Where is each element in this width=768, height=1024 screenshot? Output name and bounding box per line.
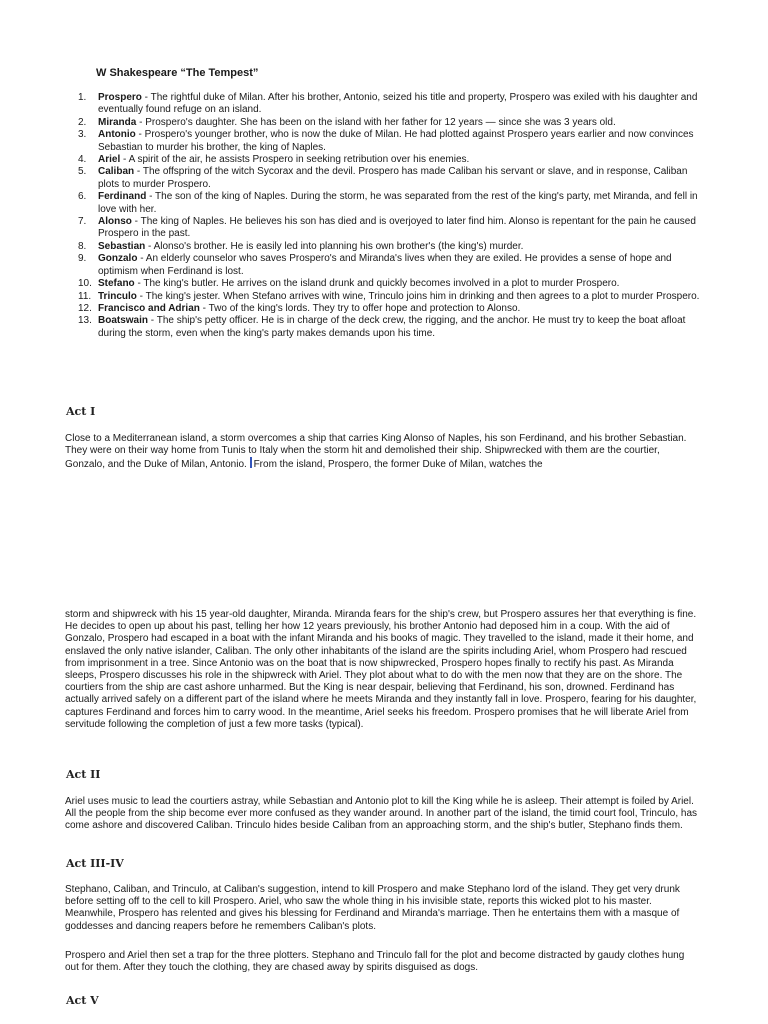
list-item: 8. Sebastian - Alonso's brother. He is easily led into planning his own brother's (the king's) murder. [78,240,524,252]
character-name: Sebastian [98,240,146,252]
list-item: 13. Boatswain - The ship's petty officer. He is in charge of the deck crew, the rigging, and the anchor. He must try to keep the boat afloat during the storm, even when the king's party makes demands upon his time. [78,315,686,339]
act-3-4-paragraph-2: Prospero and Ariel then set a trap for the three plotters. Stephano and Trinculo fall for the plot and become distracted by gaudy clothes hung out for them. After they touch the clothing, they are chased away by spirits disguised as dogs. [65,950,685,974]
character-description: - An elderly counselor who saves Prospero's and Miranda's lives when they are exiled. He provides a sense of hope and optimism when Ferdinand is lost. [98,253,672,277]
character-description: - The rightful duke of Milan. After his brother, Antonio, seized his title and property, Prospero was exiled with his daughter and eventually found refuge on an island. [98,92,698,116]
character-description: - The offspring of the witch Sycorax and the devil. Prospero has made Caliban his servant or slave, and in response, Caliban plots to murder Prospero. [98,166,688,190]
character-description: - The ship's petty officer. He is in charge of the deck crew, the rigging, and the anchor. He must try to keep the boat afloat during the storm, even when the king's party makes demands upon his time. [98,315,686,339]
character-name: Boatswain [98,315,149,327]
list-item: 7. Alonso - The king of Naples. He believes his son has died and is overjoyed to later find him. Alonso is repentant for the pain he caused Prospero in the past. [78,216,696,240]
character-description: - The king's butler. He arrives on the island drunk and quickly becomes involved in a plot to murder Prospero. [134,278,620,290]
character-description: - The king of Naples. He believes his son has died and is overjoyed to later find him. Alonso is repentant for the pain he caused Prospero in the past. [98,216,696,240]
list-item: 6. Ferdinand - The son of the king of Naples. During the storm, he was separated from the rest of the king's party, met Miranda, and fell in love with her. [78,191,698,215]
act-3-4-paragraph-1: Stephano, Caliban, and Trinculo, at Caliban's suggestion, intend to kill Prospero and make Stephano lord of the island. They get very drunk before setting off to the cell to kill Prospero. Ariel, who saw the whole thing in his invisible state, reports this wicked plot to his master. Meanwhile, Prospero has relented and gives his blessing for Ferdinand and Miranda's marriage. Then he entertains them with a masque of goddesses and dancing reapers before he remembers Caliban's plots. [65,884,680,932]
character-name: Francisco and Adrian [98,302,200,314]
act-2-paragraph: Ariel uses music to lead the courtiers astray, while Sebastian and Antonio plot to kill the King while he is asleep. Their attempt is foiled by Ariel. All the people from the ship become ever more confused as they wander around. In another part of the island, the timid court fool, Trinculo, has come ashore and discovered Caliban. Trinculo hides beside Caliban from an approaching storm, and the ship's butler, Stephano finds them. [65,796,698,832]
list-item: 2. Miranda - Prospero's daughter. She has been on the island with her father for 12 years — since she was 3 years old. [78,116,616,128]
act-3-4-heading: Act III-IV [66,857,124,870]
list-item: 1. Prospero - The rightful duke of Milan. After his brother, Antonio, seized his title and property, Prospero was exiled with his daughter and eventually found refuge on an island. [78,92,698,116]
character-name: Miranda [98,116,137,128]
character-name: Alonso [98,216,132,228]
list-item: 10. Stefano - The king's butler. He arrives on the island drunk and quickly becomes involved in a plot to murder Prospero. [78,278,620,290]
character-description: - The king's jester. When Stefano arrives with wine, Trinculo joins him in drinking and then agrees to a plot to murder Prospero. [136,290,700,302]
list-item: 3. Antonio - Prospero's younger brother, who is now the duke of Milan. He had plotted against Prospero years earlier and now convinces Sebastian to murder his brother, the king of Naples. [78,129,694,153]
character-name: Antonio [98,129,136,141]
document-title: W Shakespeare “The Tempest” [96,67,259,79]
list-item: 4. Ariel - A spirit of the air, he assists Prospero in seeking retribution over his enemies. [78,154,470,166]
character-description: - Prospero's daughter. She has been on the island with her father for 12 years — since she was 3 years old. [136,116,616,128]
act-1-paragraph-2: storm and shipwreck with his 15 year-old daughter, Miranda. Miranda fears for the ship's crew, but Prospero assures her that everything is fine. He decides to open up about his past, telling her how 12 years previously, his brother Antonio had deposed him in a coup. With the aid of Gonzalo, Prospero had escaped in a boat with the infant Miranda and his books of magic. They travelled to the island, made it their home, and enslaved the only native islander, Caliban. The only other inhabitants of the island are the spirits including Ariel, whom Prospero had rescued from imprisonment in a tree. Since Antonio was on the boat that is now shipwrecked, Prospero hopes finally to rectify his past. As Miranda sleeps, Prospero discusses his role in the shipwreck with Ariel. They plot about what to do with the men now that they are on the shore. The courtiers from the ship are cast ashore unharmed. But the King is near despair, believing that Ferdinand, his son, drowned. Ferdinand has actually arrived safely on a different part of the island where he meets Miranda and they instantly fall in love. Prospero, fearing for his daughter, captures Ferdinand and forces him to carry wood. In the meantime, Ariel seeks his freedom. Prospero promises that he will liberate Ariel from servitude following the completion of just a few more tasks (typical). [65,609,697,730]
list-item: 11. Trinculo - The king's jester. When Stefano arrives with wine, Trinculo joins him in drinking and then agrees to a plot to murder Prospero. [78,290,700,302]
act-1-heading: Act I [66,405,96,418]
character-description: - Alonso's brother. He is easily led into planning his own brother's (the king's) murder. [145,240,524,252]
character-list [64,92,704,340]
character-name: Stefano [98,278,135,290]
act-1-paragraph-1: Close to a Mediterranean island, a storm overcomes a ship that carries King Alonso of Naples, his son Ferdinand, and his brother Sebastian. They were on their way home from Tunis to Italy when the storm hit and demolished their ship. Shipwrecked with them are the courtier, Gonzalo, and the Duke of Milan, Antonio. From the island, Prospero, the former Duke of Milan, watches the [65,433,687,471]
list-item: 9. Gonzalo - An elderly counselor who saves Prospero's and Miranda's lives when they are exiled. He provides a sense of hope and optimism when Ferdinand is lost. [78,253,672,277]
character-description: - Prospero's younger brother, who is now the duke of Milan. He had plotted against Prospero years earlier and now convinces Sebastian to murder his brother, the king of Naples. [98,129,694,153]
list-item: 12. Francisco and Adrian - Two of the king's lords. They try to offer hope and protection to Alonso. [78,302,521,314]
character-description: - The son of the king of Naples. During the storm, he was separated from the rest of the king's party, met Miranda, and fell in love with her. [98,191,698,215]
list-item: 5. Caliban - The offspring of the witch Sycorax and the devil. Prospero has made Caliban his servant or slave, and in response, Caliban plots to murder Prospero. [78,166,688,190]
character-description: - A spirit of the air, he assists Prospero in seeking retribution over his enemies. [120,154,470,166]
character-name: Ferdinand [98,191,147,203]
text-cursor [250,457,252,468]
act-5-heading: Act V [66,994,99,1007]
character-name: Caliban [98,166,135,178]
character-name: Prospero [98,92,142,103]
act-2-heading: Act II [66,768,101,781]
character-description: - Two of the king's lords. They try to offer hope and protection to Alonso. [199,302,521,314]
character-name: Ariel [98,154,121,166]
character-name: Trinculo [98,290,137,302]
character-name: Gonzalo [98,253,138,265]
